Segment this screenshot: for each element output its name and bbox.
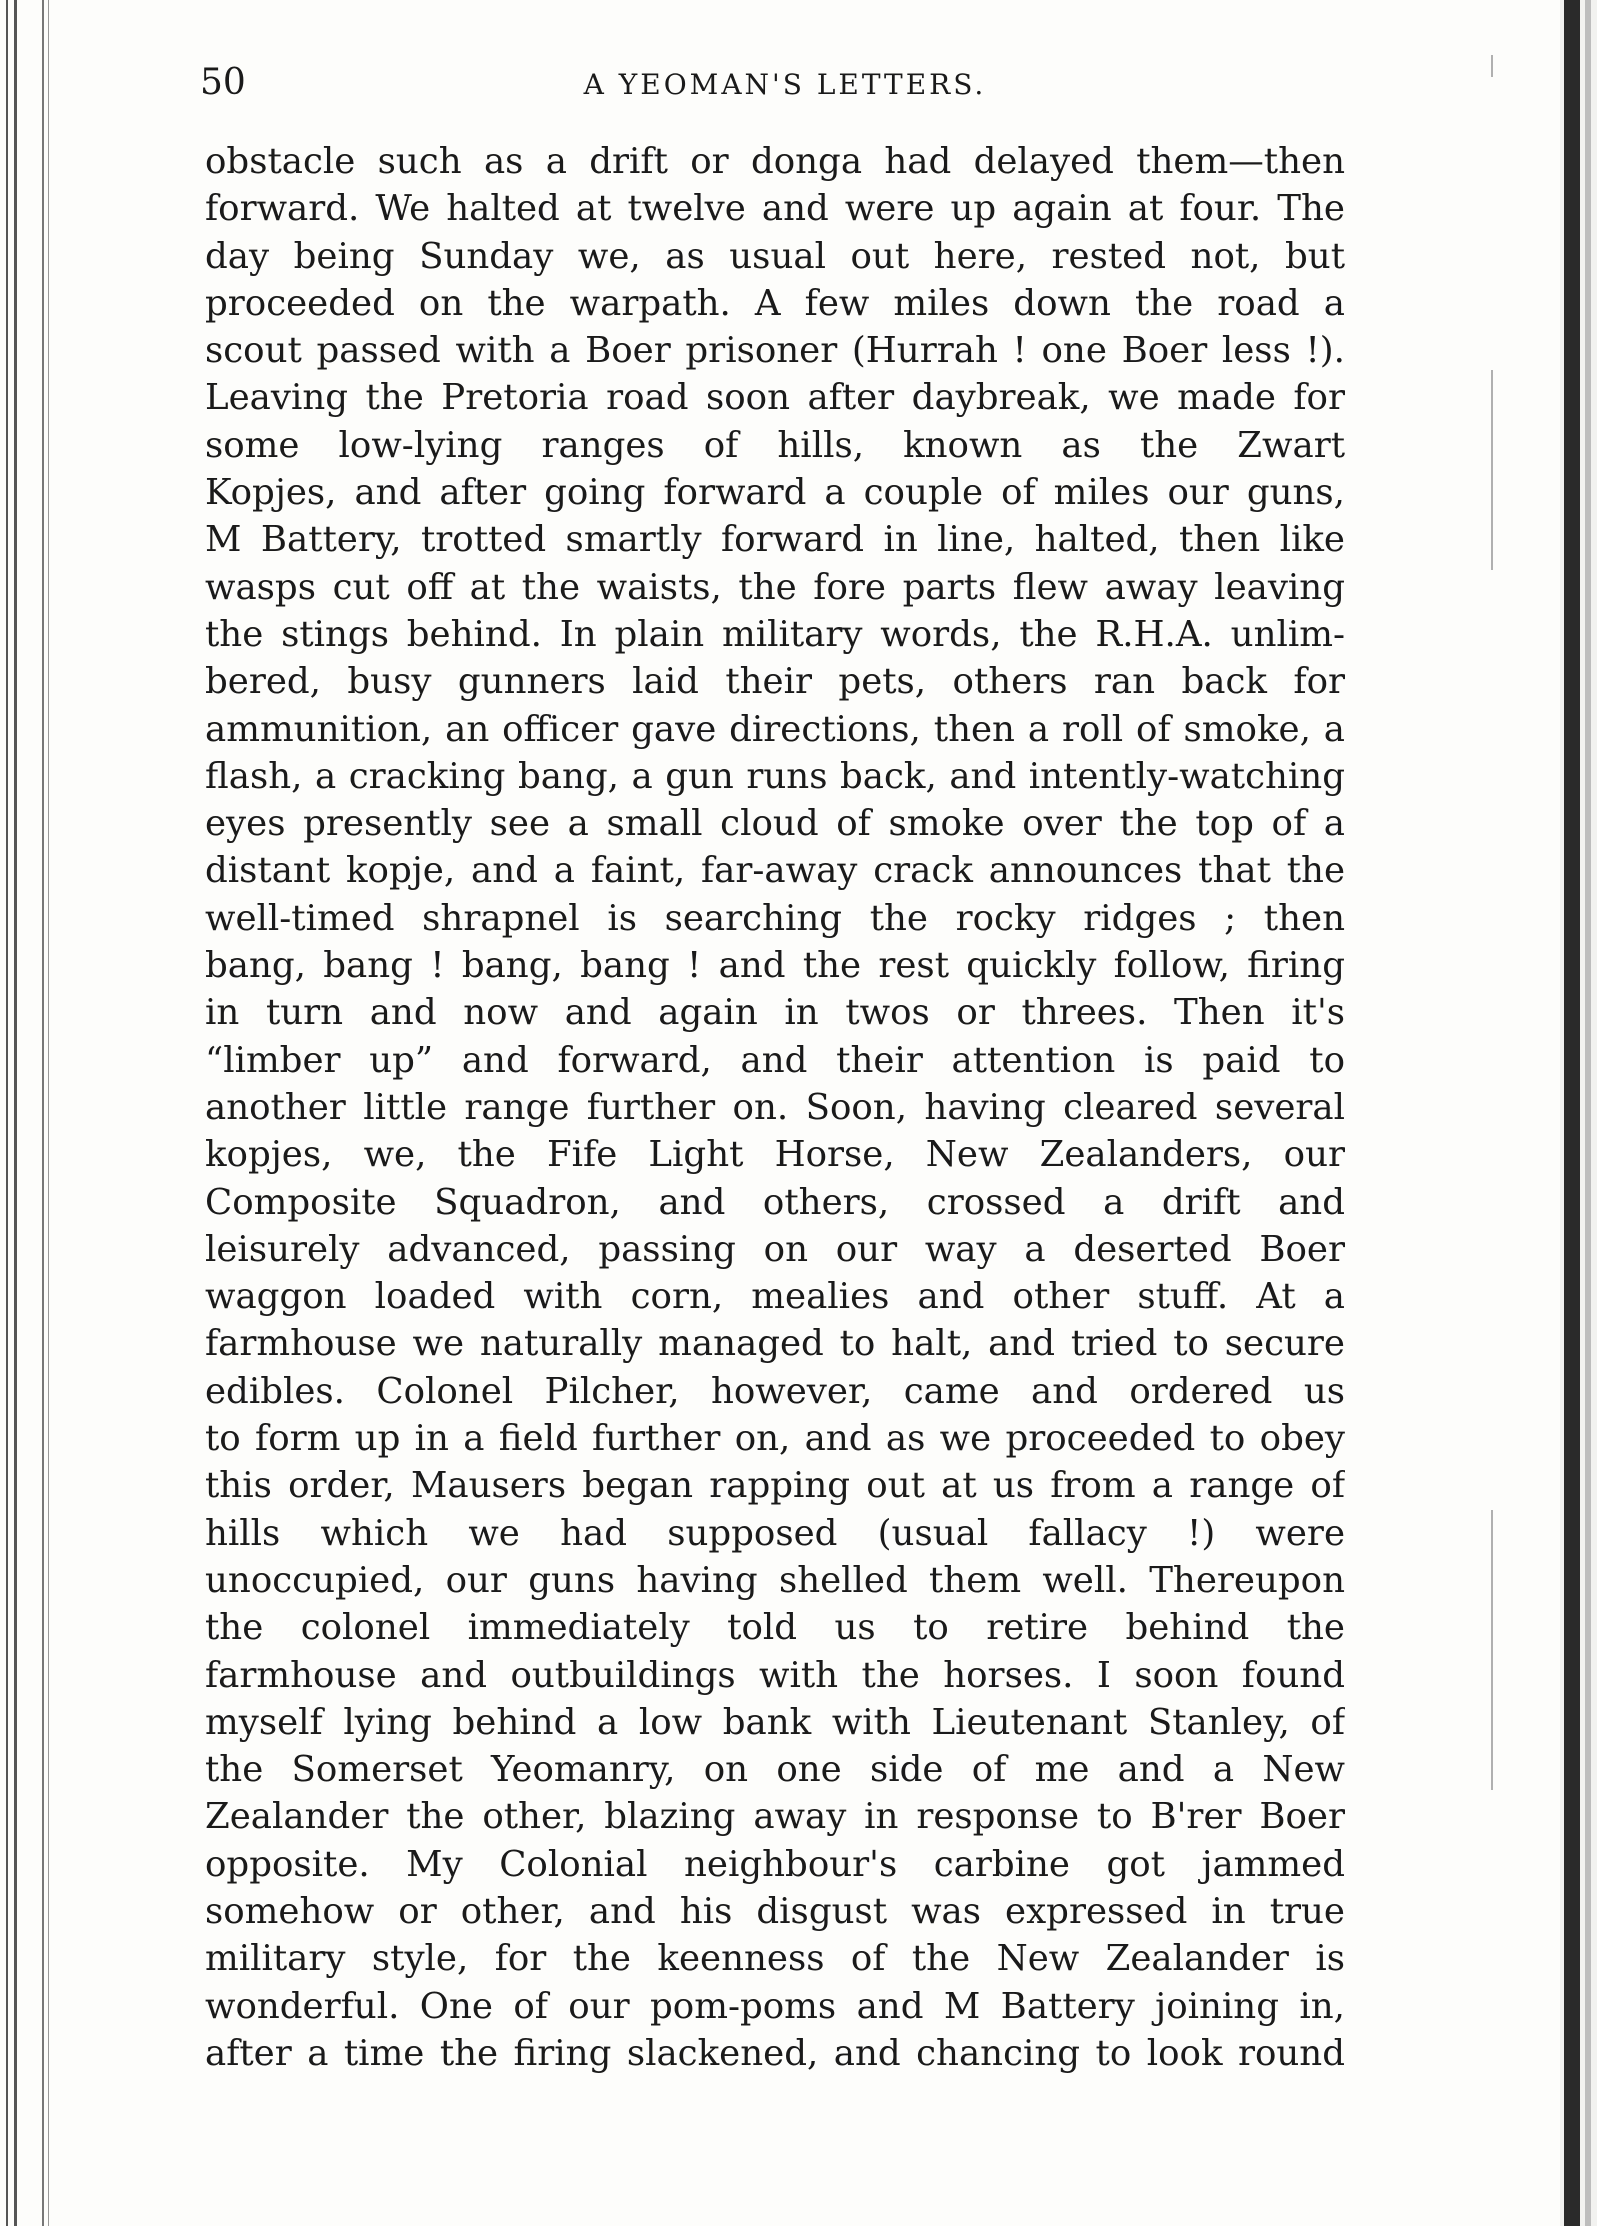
binding-edge-rule [14, 0, 17, 2226]
page-edge-light-bar [1585, 0, 1591, 2226]
text-line: bang, bang ! bang, bang ! and the rest quickly follow, firing [205, 945, 1345, 987]
text-line: Leaving the Pretoria road soon after daybreak, we made for [205, 377, 1345, 419]
body-text [205, 138, 1345, 2077]
text-line: another little range further on. Soon, having cleared several [205, 1086, 1345, 1128]
text-line: after a time the firing slackened, and chancing to look round [205, 2032, 1345, 2074]
text-line: wonderful. One of our pom-poms and M Battery joining in, [205, 1985, 1345, 2027]
text-line: the stings behind. In plain military words, the R.H.A. unlim- [205, 613, 1345, 655]
margin-mark [1491, 370, 1493, 570]
text-line: waggon loaded with corn, mealies and other stuff. At a [205, 1276, 1345, 1318]
text-line: somehow or other, and his disgust was expressed in true [205, 1890, 1345, 1932]
running-head [200, 58, 1370, 108]
page-edge-dark-bar [1564, 0, 1580, 2226]
text-line: leisurely advanced, passing on our way a deserted Boer [205, 1228, 1345, 1270]
text-line: unoccupied, our guns having shelled them well. Thereupon [205, 1559, 1345, 1601]
text-line: military style, for the keenness of the New Zealander is [205, 1938, 1345, 1980]
binding-edge-rule [6, 0, 8, 2226]
text-line: well-timed shrapnel is searching the rocky ridges ; then [205, 897, 1345, 939]
page-number: 50 [200, 62, 246, 103]
text-line: eyes presently see a small cloud of smoke over the top of a [205, 803, 1345, 845]
text-line: bered, busy gunners laid their pets, others ran back for [205, 661, 1345, 703]
text-line: Composite Squadron, and others, crossed a drift and [205, 1181, 1345, 1223]
text-line: farmhouse we naturally managed to halt, and tried to secure [205, 1323, 1345, 1365]
text-line: proceeded on the warpath. A few miles down the road a [205, 282, 1345, 324]
text-line: in turn and now and again in twos or threes. Then it's [205, 992, 1345, 1034]
running-title: A YEOMAN'S LETTERS. [583, 68, 987, 101]
text-line: some low-lying ranges of hills, known as the Zwart [205, 424, 1345, 466]
text-line: day being Sunday we, as usual out here, rested not, but [205, 235, 1345, 277]
text-line: “limber up” and forward, and their attention is paid to [205, 1039, 1345, 1081]
text-line: flash, a cracking bang, a gun runs back, and intently-watching [205, 755, 1345, 797]
text-line: the colonel immediately told us to retire behind the [205, 1607, 1345, 1649]
text-line: hills which we had supposed (usual fallacy !) were [205, 1512, 1345, 1554]
binding-edge-rule [48, 0, 49, 2226]
binding-edge-rule [42, 0, 44, 2226]
text-line: Zealander the other, blazing away in response to B'rer Boer [205, 1796, 1345, 1838]
text-line: farmhouse and outbuildings with the horses. I soon found [205, 1654, 1345, 1696]
text-line: M Battery, trotted smartly forward in line, halted, then like [205, 519, 1345, 561]
text-line: forward. We halted at twelve and were up again at four. The [205, 188, 1345, 230]
text-line: this order, Mausers began rapping out at us from a range of [205, 1465, 1345, 1507]
text-line: myself lying behind a low bank with Lieutenant Stanley, of [205, 1701, 1345, 1743]
text-line: to form up in a field further on, and as we proceeded to obey [205, 1418, 1345, 1460]
text-line: ammunition, an officer gave directions, then a roll of smoke, a [205, 708, 1345, 750]
text-line: edibles. Colonel Pilcher, however, came and ordered us [205, 1370, 1345, 1412]
text-line: scout passed with a Boer prisoner (Hurrah ! one Boer less !). [205, 330, 1345, 372]
text-line: the Somerset Yeomanry, on one side of me and a New [205, 1749, 1345, 1791]
text-line: Kopjes, and after going forward a couple of miles our guns, [205, 472, 1345, 514]
text-line: opposite. My Colonial neighbour's carbine got jammed [205, 1843, 1345, 1885]
text-line: distant kopje, and a faint, far-away crack announces that the [205, 850, 1345, 892]
margin-mark [1491, 1510, 1493, 1790]
text-line: wasps cut off at the waists, the fore parts flew away leaving [205, 566, 1345, 608]
text-line: obstacle such as a drift or donga had delayed them—then [205, 141, 1345, 182]
text-line: kopjes, we, the Fife Light Horse, New Zealanders, our [205, 1134, 1345, 1176]
margin-mark [1491, 55, 1493, 77]
